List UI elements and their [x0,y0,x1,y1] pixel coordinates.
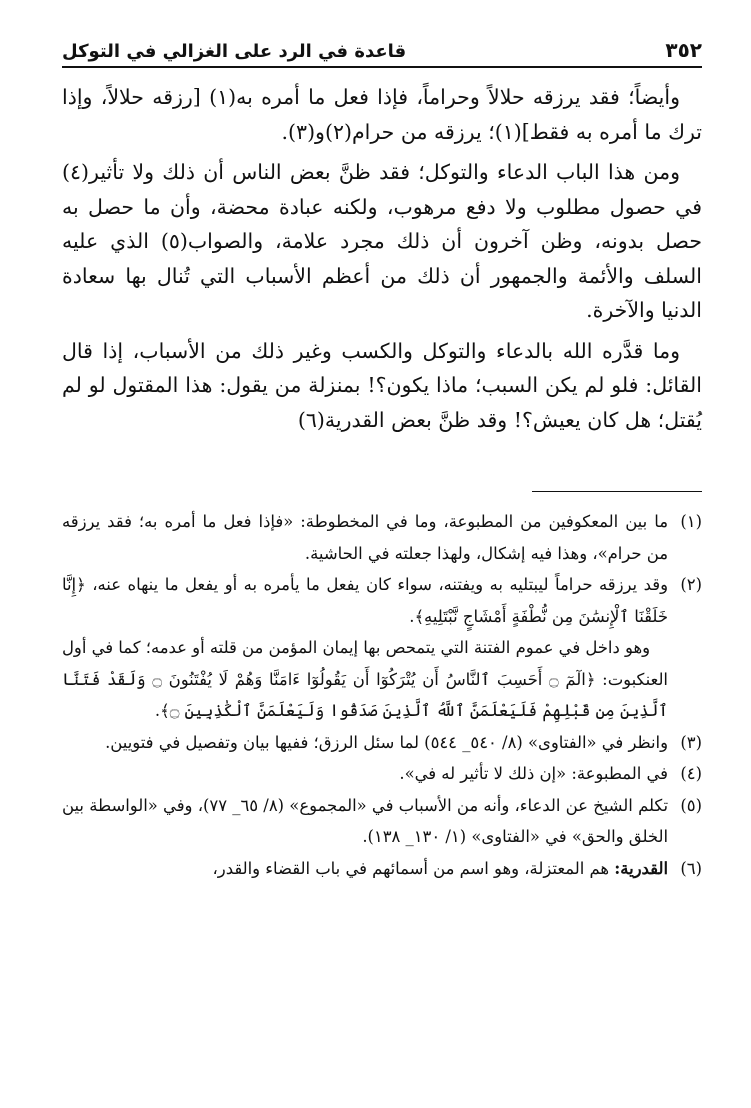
footnote-number: (٢) [680,575,702,594]
footnote-2 [62,569,702,632]
footnote-5 [62,790,702,853]
footnote-number: (٤) [680,764,702,783]
footnote-number: (١) [680,512,702,531]
footnote-text: في المطبوعة: «إن ذلك لا تأثير له في». [399,764,668,783]
footnote-6 [62,853,702,885]
footnote-text: وقد يرزقه حراماً ليبتليه به ويفتنه، سواء كان يفعل ما يأمره به أو يفعل ما ينهاه عنه، ﴿إِنَّا خَلَقْنَا ٱلْإِنسَٰنَ مِن نُّطْفَةٍ أَمْشَاجٍ نَّبْتَلِيهِ﴾. [62,575,668,626]
book-page [62,38,702,884]
paragraph-3: وما قدَّره الله بالدعاء والتوكل والكسب وغير ذلك من الأسباب، إذا قال القائل: فلو لم يكن السبب؛ ماذا يكون؟! بمنزلة من يقول: هذا المقتول لو لم يُقتل؛ هل كان يعيش؟! وقد ظنَّ بعض القدرية(٦) [62,338,702,432]
running-header [62,38,702,68]
footnotes [62,506,702,884]
footnote-number: (٣) [680,732,702,752]
paragraph-2: ومن هذا الباب الدعاء والتوكل؛ فقد ظنَّ بعض الناس أن ذلك ولا تأثير(٤) في حصول مطلوب ولا دفع مرهوب، ولكنه عبادة محضة، وأن ما حصل به حصل بدونه، وظن آخرون أن ذلك مجرد علامة، والصواب(٥) الذي عليه السلف والأئمة والجمهور أن ذلك من أعظم الأسباب التي تُنال بها سعادة الدنيا والآخرة. [62,160,702,322]
footnote-number: (٥) [680,795,702,815]
footnote-body: هم المعتزلة، وهو اسم من أسمائهم في باب القضاء والقدر، [212,858,610,878]
footnote-3 [62,727,702,759]
footnote-number: (٦) [680,858,702,878]
footnote-text: وانظر في «الفتاوى» (٨/ ٥٤٠_ ٥٤٤) لما سئل الرزق؛ ففيها بيان وتفصيل في فتويين. [105,732,668,752]
footnote-text [62,853,668,885]
paragraph-1: وأيضاً؛ فقد يرزقه حلالاً وحراماً، فإذا فعل ما أمره به(١) [رزقه حلالاً، وإذا ترك ما أمره به فقط](١)؛ يرزقه من حرام(٢)و(٣). [62,85,702,144]
footnote-text: ما بين المعكوفين من المطبوعة، وما في المخطوطة: «فإذا فعل ما أمره به؛ فقد يرزقه من حرام»، وهذا فيه إشكال، ولهذا جعلته في الحاشية. [62,512,668,563]
footnote-2-continuation: وهو داخل في عموم الفتنة التي يتمحص بها إيمان المؤمن من قلته أو عدمه؛ كما في أول العنكبوت: ﴿الٓمٓ ۝ أَحَسِبَ ٱلنَّاسُ أَن يُتْرَكُوٓا أَن يَقُولُوٓا ءَامَنَّا وَهُمْ لَا يُفْتَنُونَ ۝ وَلَقَدْ فَتَنَّا ٱلَّذِينَ مِن قَبْلِهِمْ فَلَيَعْلَمَنَّ ٱللَّهُ ٱلَّذِينَ صَدَقُوا وَلَيَعْلَمَنَّ ٱلْكَٰذِبِينَ ۝﴾. [62,638,668,720]
footnote-4 [62,758,702,790]
page-number: ٣٥٢ [665,38,702,62]
footnote-1 [62,506,702,569]
main-text [62,80,702,437]
footnote-separator [532,491,702,492]
footnote-text: تكلم الشيخ عن الدعاء، وأنه من الأسباب في «المجموع» (٨/ ٦٥_ ٧٧)، وفي «الواسطة بين الخلق والحق» في «الفتاوى» (١/ ١٣٠_ ١٣٨). [62,795,669,846]
running-title: قاعدة في الرد على الغزالي في التوكل [62,41,407,62]
footnote-term: القدرية: [614,858,668,878]
